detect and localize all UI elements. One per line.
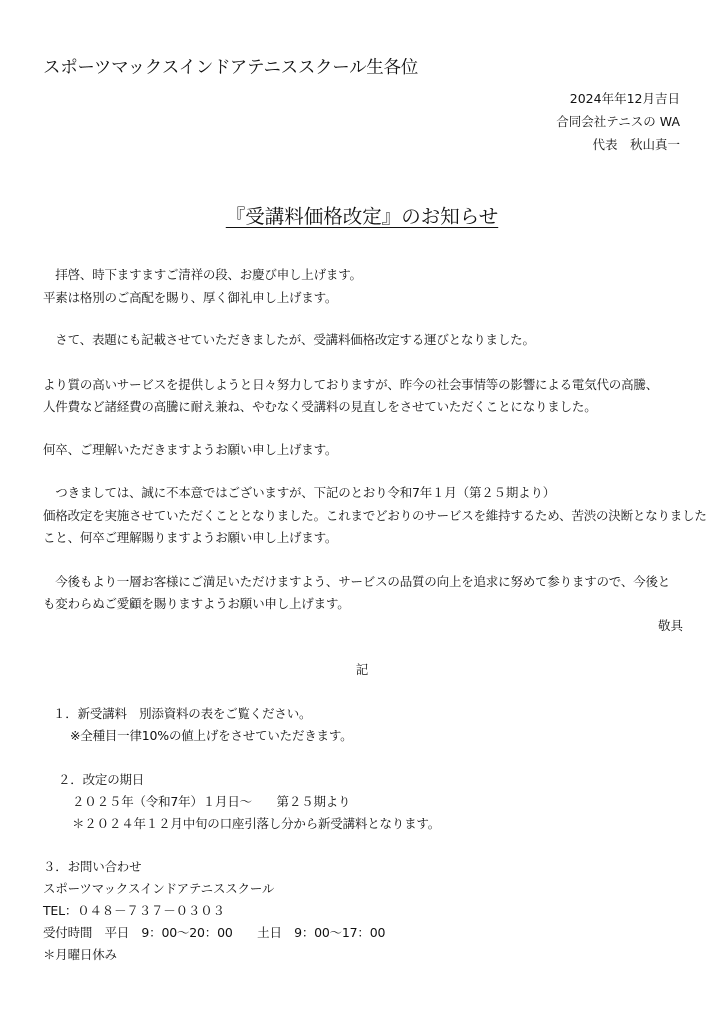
body-line: も変わらぬご愛顧を賜りますようお願い申し上げます。 — [43, 596, 350, 611]
body-line: つきましては、誠に不本意ではございますが、下記のとおり令和7年１月（第２５期より） — [43, 485, 556, 500]
date-line: 2024年年12月吉日 — [569, 91, 680, 106]
body-line: より質の高いサービスを提供しようと日々努力しておりますが、昨今の社会事情等の影響による電気代の高騰、 — [43, 377, 659, 392]
representative-name: 代表 秋山真一 — [592, 137, 680, 152]
closing-word: 敬具 — [657, 618, 683, 633]
body-line: 価格改定を実施させていただくこととなりました。これまでどおりのサービスを維持するため、苦渋の決断となりました — [43, 508, 707, 523]
item-2-date: ２０２５年（令和7年）１月日～ 第２５期より — [72, 794, 351, 809]
body-line: 何卒、ご理解いただきますようお願い申し上げます。 — [43, 442, 338, 457]
body-line: 今後もより一層お客様にご満足いただけますよう、サービスの品質の向上を追求に努めて参りますので、今後と — [43, 574, 671, 589]
item-3-phone: TEL：０４８－７３７－０３０３ — [43, 903, 225, 918]
body-line: さて、表題にも記載させていただきましたが、受講料価格改定する運びとなりました。 — [43, 332, 535, 347]
item-2-title: ２．改定の期日 — [58, 772, 145, 787]
item-3-school-name: スポーツマックスインドアテニススクール — [43, 881, 275, 896]
item-3-title: ３．お問い合わせ — [43, 859, 142, 874]
document-title: 『受講料価格改定』のお知らせ — [225, 205, 499, 228]
body-line: 平素は格別のご高配を賜り、厚く御礼申し上げます。 — [43, 290, 338, 305]
body-line: こと、何卒ご理解賜りますようお願い申し上げます。 — [43, 530, 338, 545]
item-3-hours: 受付時間 平日 9：00～20：00 土日 9：00～17：00 — [43, 925, 386, 940]
body-line: 人件費など諸経費の高騰に耐え兼ね、やむなく受講料の見直しをさせていただくことになりました。 — [43, 399, 597, 414]
item-1-note: ※全種目一律10%の値上げをさせていただきます。 — [70, 728, 353, 743]
recipient-line: スポーツマックスインドアテニススクール生各位 — [43, 58, 418, 78]
item-2-note: ＊２０２４年１２月中旬の口座引落し分から新受講料となります。 — [72, 816, 441, 831]
item-3-closed-day: ＊月曜日休み — [43, 947, 117, 962]
ki-heading: 記 — [355, 662, 369, 677]
item-1-title: １．新受講料 別添資料の表をご覧ください。 — [53, 706, 312, 721]
body-line: 拝啓、時下ますますご清祥の段、お慶び申し上げます。 — [43, 267, 362, 282]
company-name: 合同会社テニスの WA — [556, 114, 680, 129]
